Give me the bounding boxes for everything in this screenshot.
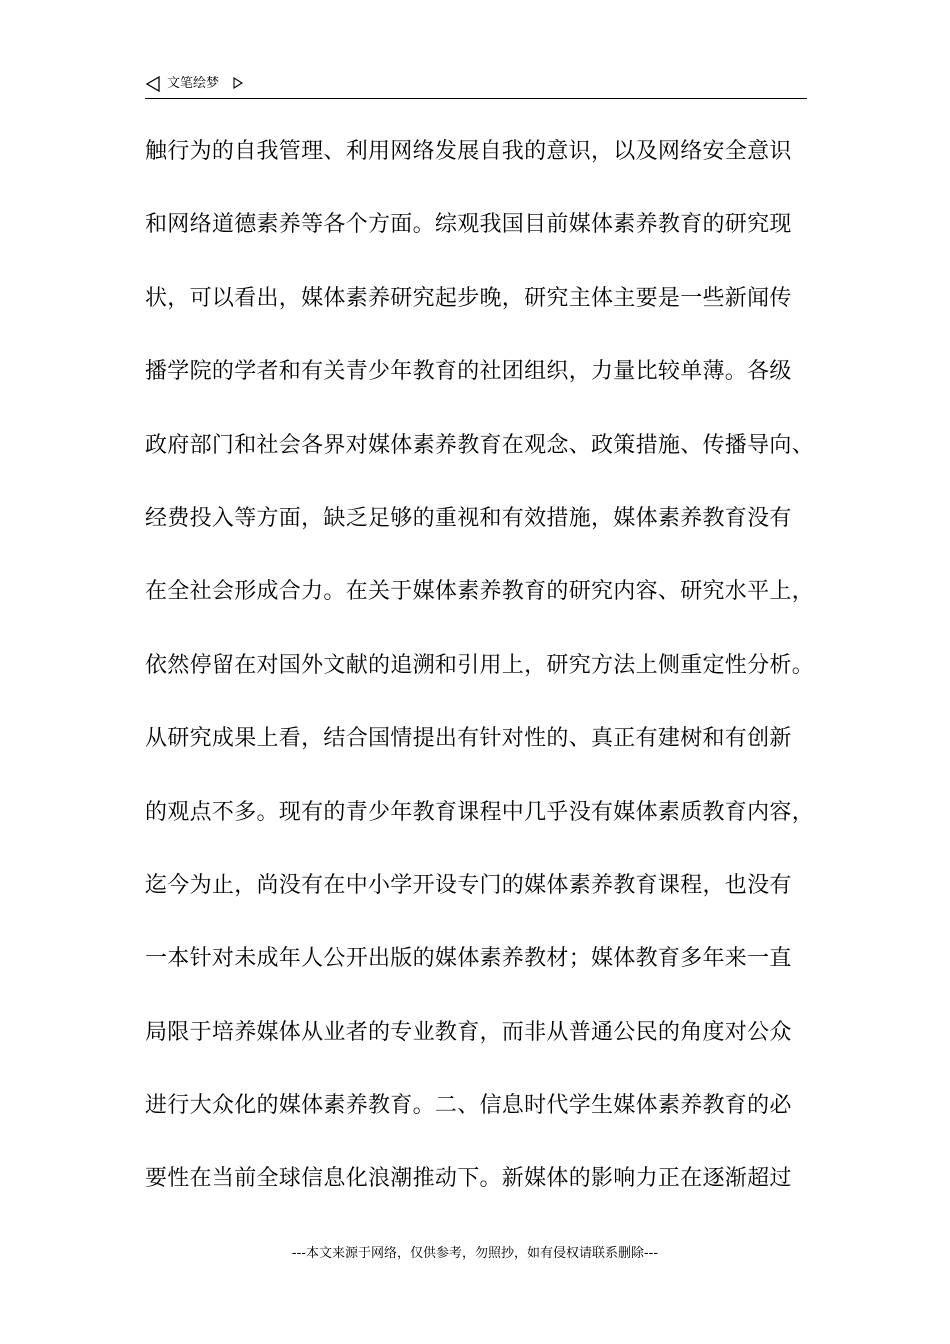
triangle-left-icon <box>145 76 161 92</box>
body-text <box>145 128 815 1229</box>
text-line: 触行为的自我管理、利用网络发展自我的意识，以及网络安全意识 <box>145 139 792 164</box>
text-line: 依然停留在对国外文献的追溯和引用上，研究方法上侧重定性分析。 <box>145 652 815 678</box>
footer-disclaimer: ---本文来源于网络，仅供参考，勿照抄，如有侵权请联系删除--- <box>291 1246 659 1261</box>
text-line: 经费投入等方面，缺乏足够的重视和有效措施，媒体素养教育没有 <box>145 505 792 531</box>
page-header <box>145 74 807 99</box>
text-line: 政府部门和社会各界对媒体素养教育在观念、政策措施、传播导向、 <box>145 432 815 458</box>
text-line: 进行大众化的媒体素养教育。二、信息时代学生媒体素养教育的必 <box>145 1093 792 1119</box>
triangle-right-icon <box>233 77 243 89</box>
text-line: 迄今为止，尚没有在中小学开设专门的媒体素养教育课程，也没有 <box>145 872 792 898</box>
text-line: 的观点不多。现有的青少年教育课程中几乎没有媒体素质教育内容， <box>145 799 815 825</box>
text-line: 从研究成果上看，结合国情提出有针对性的、真正有建树和有创新 <box>145 726 792 752</box>
text-line: 播学院的学者和有关青少年教育的社团组织，力量比较单薄。各级 <box>145 359 792 385</box>
text-line: 一本针对未成年人公开出版的媒体素养教材；媒体教育多年来一直 <box>145 946 792 972</box>
text-line: 在全社会形成合力。在关于媒体素养教育的研究内容、研究水平上， <box>145 579 815 605</box>
text-line: 要性在当前全球信息化浪潮推动下。新媒体的影响力正在逐渐超过 <box>145 1166 792 1192</box>
text-line: 和网络道德素养等各个方面。综观我国目前媒体素养教育的研究现 <box>145 212 792 238</box>
text-line: 局限于培养媒体从业者的专业教育，而非从普通公民的角度对公众 <box>145 1019 792 1045</box>
header-title: 文笔绘梦 <box>167 76 220 91</box>
text-line: 状，可以看出，媒体素养研究起步晚，研究主体主要是一些新闻传 <box>145 285 792 311</box>
